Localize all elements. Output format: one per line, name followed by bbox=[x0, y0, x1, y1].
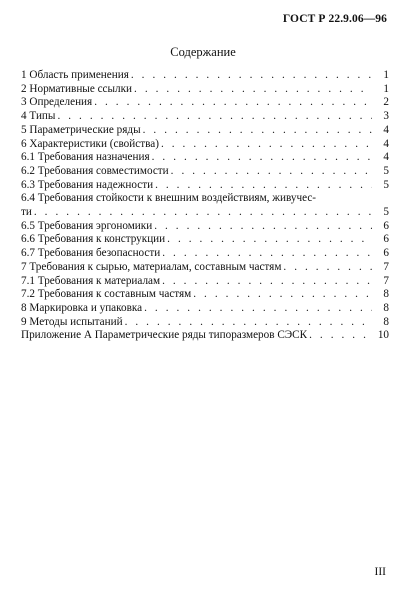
toc-entry-page: 1 bbox=[383, 69, 389, 81]
toc-leader-dots bbox=[162, 247, 372, 261]
toc-entry-label-continuation: ти bbox=[21, 206, 32, 219]
toc-entry-label: 2 Нормативные ссылки bbox=[21, 82, 133, 95]
toc-entry bbox=[21, 165, 389, 179]
toc-leader-dots bbox=[309, 329, 372, 343]
toc-entry bbox=[21, 69, 389, 83]
toc-entry-label: 6.4 Требования стойкости к внешним воздействиям, живучес- bbox=[21, 192, 317, 205]
toc-entry-label: 6.3 Требования надежности bbox=[21, 178, 154, 191]
toc-entry-page: 5 bbox=[383, 206, 389, 219]
toc-entry-page: 3 bbox=[383, 110, 389, 123]
toc-entry-label: 6 Характеристики (свойства) bbox=[21, 137, 159, 150]
toc-leader-dots bbox=[34, 206, 372, 220]
toc-entry-page: 6 bbox=[383, 233, 389, 246]
toc-entry-page: 6 bbox=[383, 219, 389, 232]
toc-entry bbox=[21, 233, 389, 247]
toc-entry-page: 4 bbox=[383, 137, 389, 150]
toc-entry-page: 10 bbox=[377, 329, 389, 342]
toc-entry-label: 5 Параметрические ряды bbox=[21, 123, 141, 136]
toc-entry-label: Приложение А Параметрические ряды типоразмеров СЭСК bbox=[21, 329, 308, 342]
toc-leader-dots bbox=[144, 302, 372, 316]
toc-entry bbox=[21, 275, 389, 289]
toc-leader-dots bbox=[283, 261, 372, 275]
toc-entry-label: 8 Маркировка и упаковка bbox=[21, 301, 143, 314]
toc-title: Содержание bbox=[170, 45, 236, 59]
toc-entry-page: 1 bbox=[383, 82, 389, 95]
toc-entry-page: 7 bbox=[383, 274, 389, 287]
toc-entry-continuation bbox=[21, 206, 389, 220]
toc-entry bbox=[21, 124, 389, 138]
toc-entry-page: 5 bbox=[383, 164, 389, 177]
toc-entry bbox=[21, 138, 389, 152]
toc-leader-dots bbox=[125, 316, 372, 330]
table-of-contents bbox=[21, 69, 389, 343]
toc-leader-dots bbox=[143, 124, 372, 138]
document-code: ГОСТ Р 22.9.06—96 bbox=[282, 13, 387, 25]
toc-entry-label: 7.1 Требования к материалам bbox=[21, 274, 161, 287]
toc-entry bbox=[21, 247, 389, 261]
toc-leader-dots bbox=[134, 83, 372, 97]
toc-entry-label: 4 Типы bbox=[21, 110, 56, 123]
toc-entry bbox=[21, 288, 389, 302]
toc-entry-page: 8 bbox=[383, 301, 389, 314]
toc-entry bbox=[21, 110, 389, 124]
toc-entry-label: 6.7 Требования безопасности bbox=[21, 247, 161, 260]
toc-leader-dots bbox=[171, 165, 372, 179]
toc-entry-page: 4 bbox=[383, 151, 389, 164]
toc-leader-dots bbox=[131, 69, 372, 83]
toc-leader-dots bbox=[162, 275, 372, 289]
toc-entry bbox=[21, 83, 389, 97]
toc-leader-dots bbox=[167, 233, 372, 247]
toc-entry-page: 7 bbox=[383, 260, 389, 273]
toc-entry bbox=[21, 151, 389, 165]
toc-entry-label: 6.1 Требования назначения bbox=[21, 151, 150, 164]
toc-entry bbox=[21, 220, 389, 234]
page-number: III bbox=[374, 566, 386, 578]
toc-entry-label: 3 Определения bbox=[21, 96, 93, 109]
toc-entry-label: 6.5 Требования эргономики bbox=[21, 219, 153, 232]
toc-entry-page: 8 bbox=[383, 315, 389, 328]
toc-entry-label: 6.2 Требования совместимости bbox=[21, 164, 169, 177]
toc-entry bbox=[21, 316, 389, 330]
toc-leader-dots bbox=[152, 151, 372, 165]
toc-leader-dots bbox=[161, 138, 372, 152]
toc-entry-page: 6 bbox=[383, 247, 389, 260]
toc-entry bbox=[21, 96, 389, 110]
toc-leader-dots bbox=[193, 288, 372, 302]
toc-entry-label: 6.6 Требования к конструкции bbox=[21, 233, 166, 246]
toc-leader-dots bbox=[57, 110, 372, 124]
toc-entry bbox=[21, 329, 389, 343]
toc-leader-dots bbox=[94, 96, 372, 110]
toc-entry-page: 8 bbox=[383, 288, 389, 301]
toc-entry-label: 7.2 Требования к составным частям bbox=[21, 288, 192, 301]
toc-entry bbox=[21, 192, 389, 206]
toc-entry bbox=[21, 179, 389, 193]
toc-entry-label: 7 Требования к сырью, материалам, составным частям bbox=[21, 260, 282, 273]
toc-entry bbox=[21, 261, 389, 275]
toc-entry-page: 2 bbox=[383, 96, 389, 109]
toc-entry-label: 1 Область применения bbox=[21, 69, 129, 81]
toc-entry-page: 4 bbox=[383, 123, 389, 136]
toc-entry-label: 9 Методы испытаний bbox=[21, 315, 123, 328]
toc-leader-dots bbox=[154, 220, 372, 234]
toc-entry-page: 5 bbox=[383, 178, 389, 191]
toc-entry bbox=[21, 302, 389, 316]
toc-leader-dots bbox=[155, 179, 372, 193]
